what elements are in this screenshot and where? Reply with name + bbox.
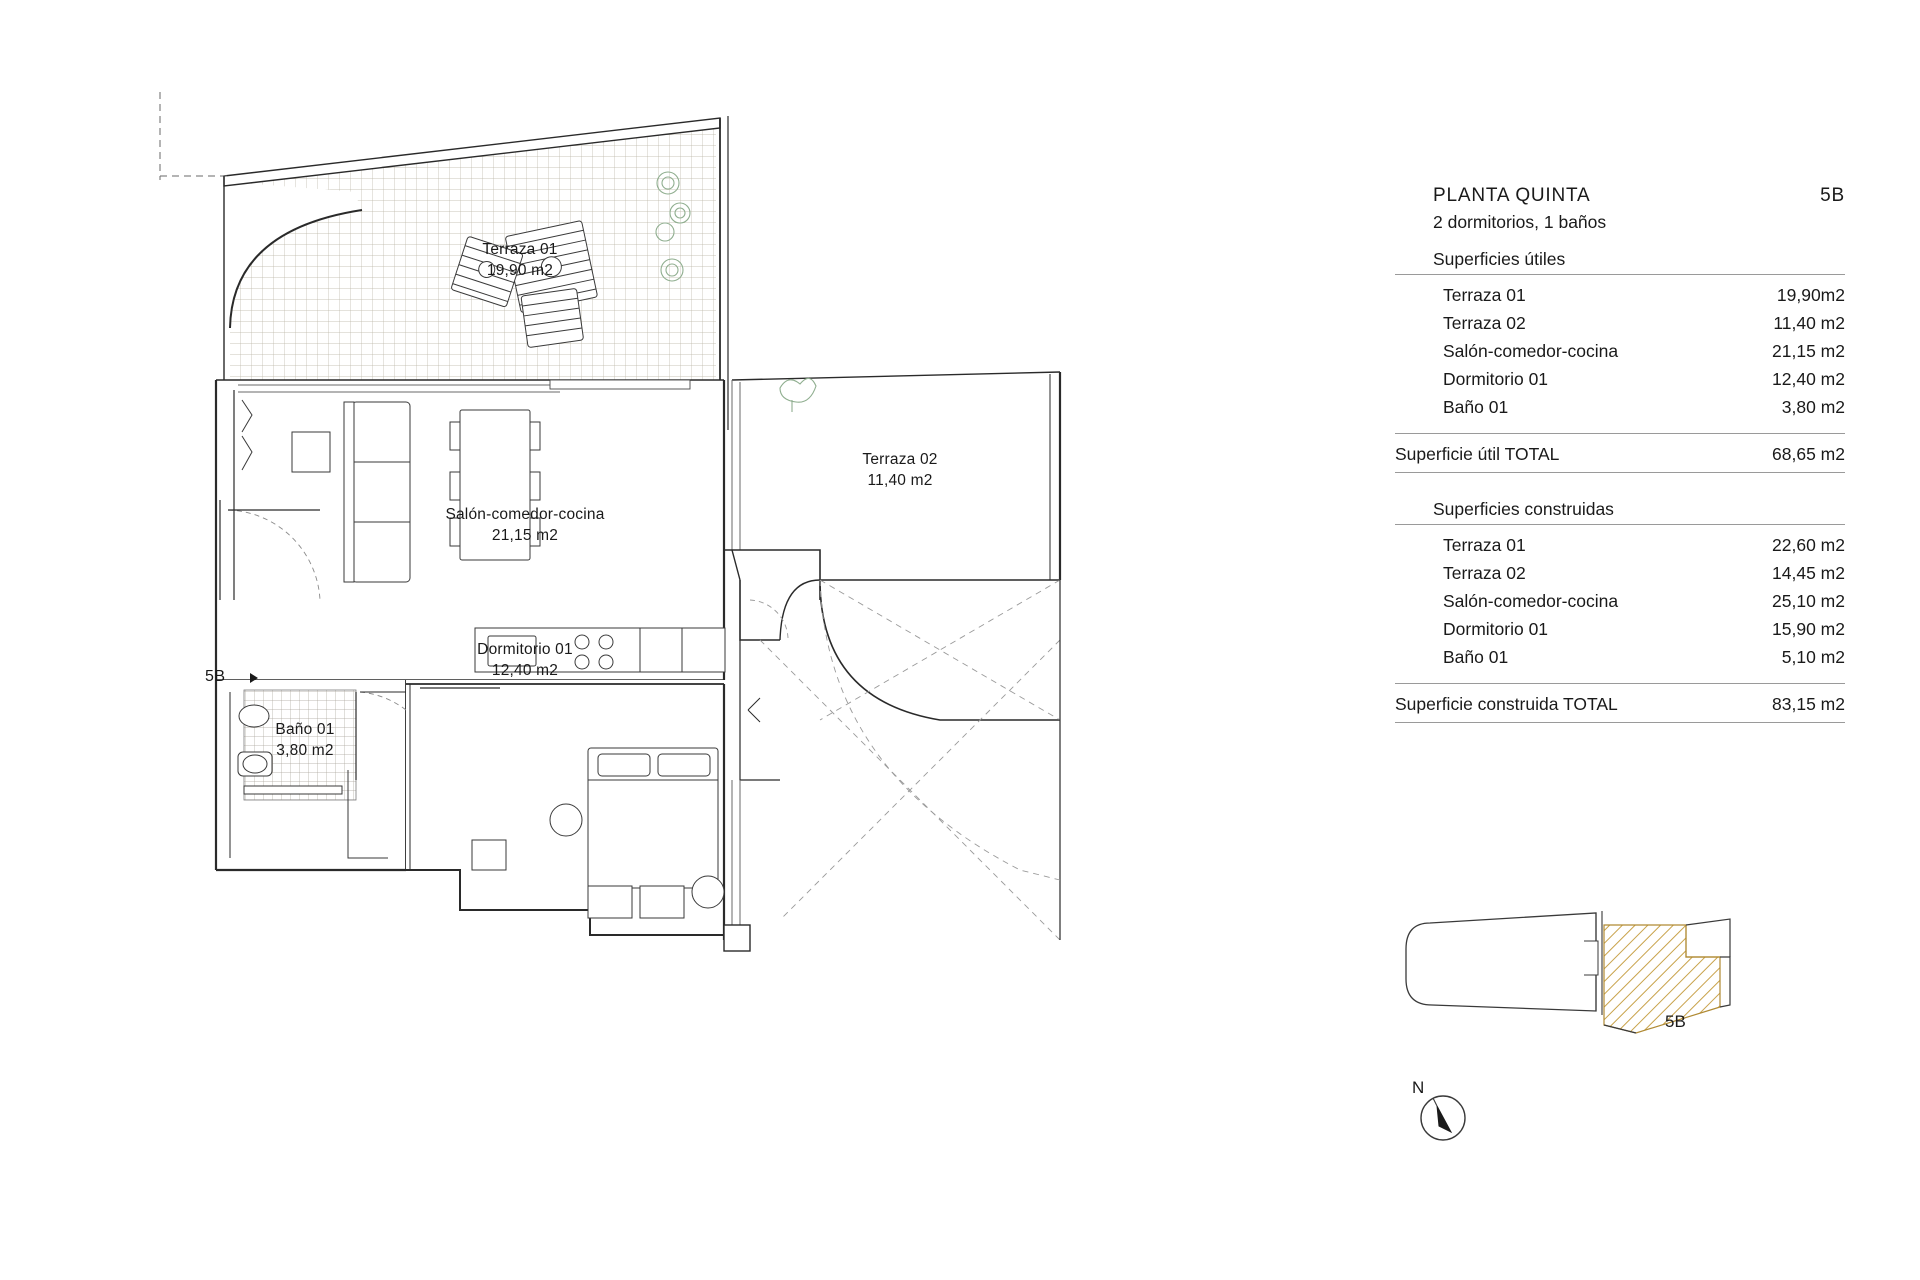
table-row	[1443, 587, 1845, 615]
room-name: Salón-comedor-cocina	[445, 506, 605, 523]
room-name: Dormitorio 01	[477, 641, 573, 658]
area-label: Terraza 01	[1443, 284, 1526, 305]
table-row	[1443, 531, 1845, 559]
floor-plan-drawing	[120, 80, 1340, 1100]
area-label: Baño 01	[1443, 396, 1509, 417]
area-value: 25,10 m2	[1772, 590, 1845, 611]
north-letter-label: N	[1412, 1078, 1425, 1097]
areas-info-panel	[1395, 185, 1845, 729]
table-row	[1443, 365, 1845, 393]
room-area: 11,40 m2	[867, 471, 933, 489]
area-label: Terraza 01	[1443, 534, 1526, 555]
total-label: Superficie útil TOTAL	[1395, 443, 1560, 464]
table-row	[1443, 643, 1845, 671]
room-label-bano-01	[230, 720, 380, 762]
room-label-terraza-01	[430, 240, 610, 282]
room-name: Baño 01	[275, 721, 335, 738]
floor-plan-svg	[120, 80, 1340, 1100]
area-label: Baño 01	[1443, 646, 1509, 667]
room-area: 21,15 m2	[491, 526, 559, 544]
built-total-row	[1395, 690, 1845, 718]
area-label: Terraza 02	[1443, 562, 1526, 583]
table-row	[1443, 615, 1845, 643]
total-label: Superficie construida TOTAL	[1395, 693, 1618, 714]
area-label: Dormitorio 01	[1443, 368, 1549, 389]
useful-total-row	[1395, 440, 1845, 468]
area-value: 12,40 m2	[1772, 368, 1845, 389]
area-value: 19,90m2	[1776, 284, 1845, 305]
entry-arrow-icon	[250, 673, 258, 683]
area-value: 15,90 m2	[1772, 618, 1845, 639]
entry-marker-label: 5B	[205, 668, 226, 685]
table-row	[1443, 559, 1845, 587]
room-label-dormitorio-01	[425, 640, 625, 682]
area-label: Terraza 02	[1443, 312, 1526, 333]
area-value: 22,60 m2	[1772, 534, 1845, 555]
total-value: 83,15 m2	[1772, 693, 1845, 714]
built-areas-heading: Superficies construidas	[1433, 499, 1614, 519]
table-row	[1443, 309, 1845, 337]
divider	[1395, 433, 1845, 434]
table-row	[1443, 393, 1845, 421]
north-arrow-icon	[1405, 1080, 1495, 1170]
table-row	[1443, 281, 1845, 309]
room-label-terraza-02	[810, 450, 990, 492]
table-row	[1443, 337, 1845, 365]
dormitorio-01-shape	[348, 680, 740, 940]
useful-areas-heading: Superficies útiles	[1433, 249, 1566, 269]
area-value: 21,15 m2	[1772, 340, 1845, 361]
key-plan-diagram	[1400, 905, 1820, 1050]
unit-code: 5B	[1820, 185, 1845, 206]
total-value: 68,65 m2	[1772, 443, 1845, 464]
area-value: 11,40 m2	[1773, 312, 1845, 333]
room-area: 12,40 m2	[491, 661, 559, 679]
panel-header	[1395, 185, 1845, 243]
area-label: Salón-comedor-cocina	[1443, 340, 1619, 361]
area-value: 14,45 m2	[1772, 562, 1845, 583]
room-area: 19,90 m2	[486, 261, 554, 279]
area-value: 5,10 m2	[1781, 646, 1845, 667]
divider	[1395, 683, 1845, 684]
room-area: 3,80 m2	[276, 741, 334, 759]
divider	[1395, 722, 1845, 723]
area-label: Dormitorio 01	[1443, 618, 1549, 639]
divider	[1395, 472, 1845, 473]
plan-subtitle: 2 dormitorios, 1 baños	[1433, 212, 1607, 232]
area-label: Salón-comedor-cocina	[1443, 590, 1619, 611]
divider	[1395, 274, 1845, 275]
room-name: Terraza 01	[482, 241, 558, 258]
key-plan-svg	[1400, 905, 1820, 1050]
divider	[1395, 524, 1845, 525]
room-name: Terraza 02	[862, 451, 938, 468]
compass-svg	[1405, 1080, 1495, 1170]
area-value: 3,80 m2	[1781, 396, 1845, 417]
key-plan-unit-label: 5B	[1665, 1012, 1686, 1031]
room-label-salon-comedor-cocina	[400, 505, 650, 547]
curved-wall-and-canopy	[724, 550, 1060, 951]
plan-title: PLANTA QUINTA	[1433, 185, 1591, 206]
